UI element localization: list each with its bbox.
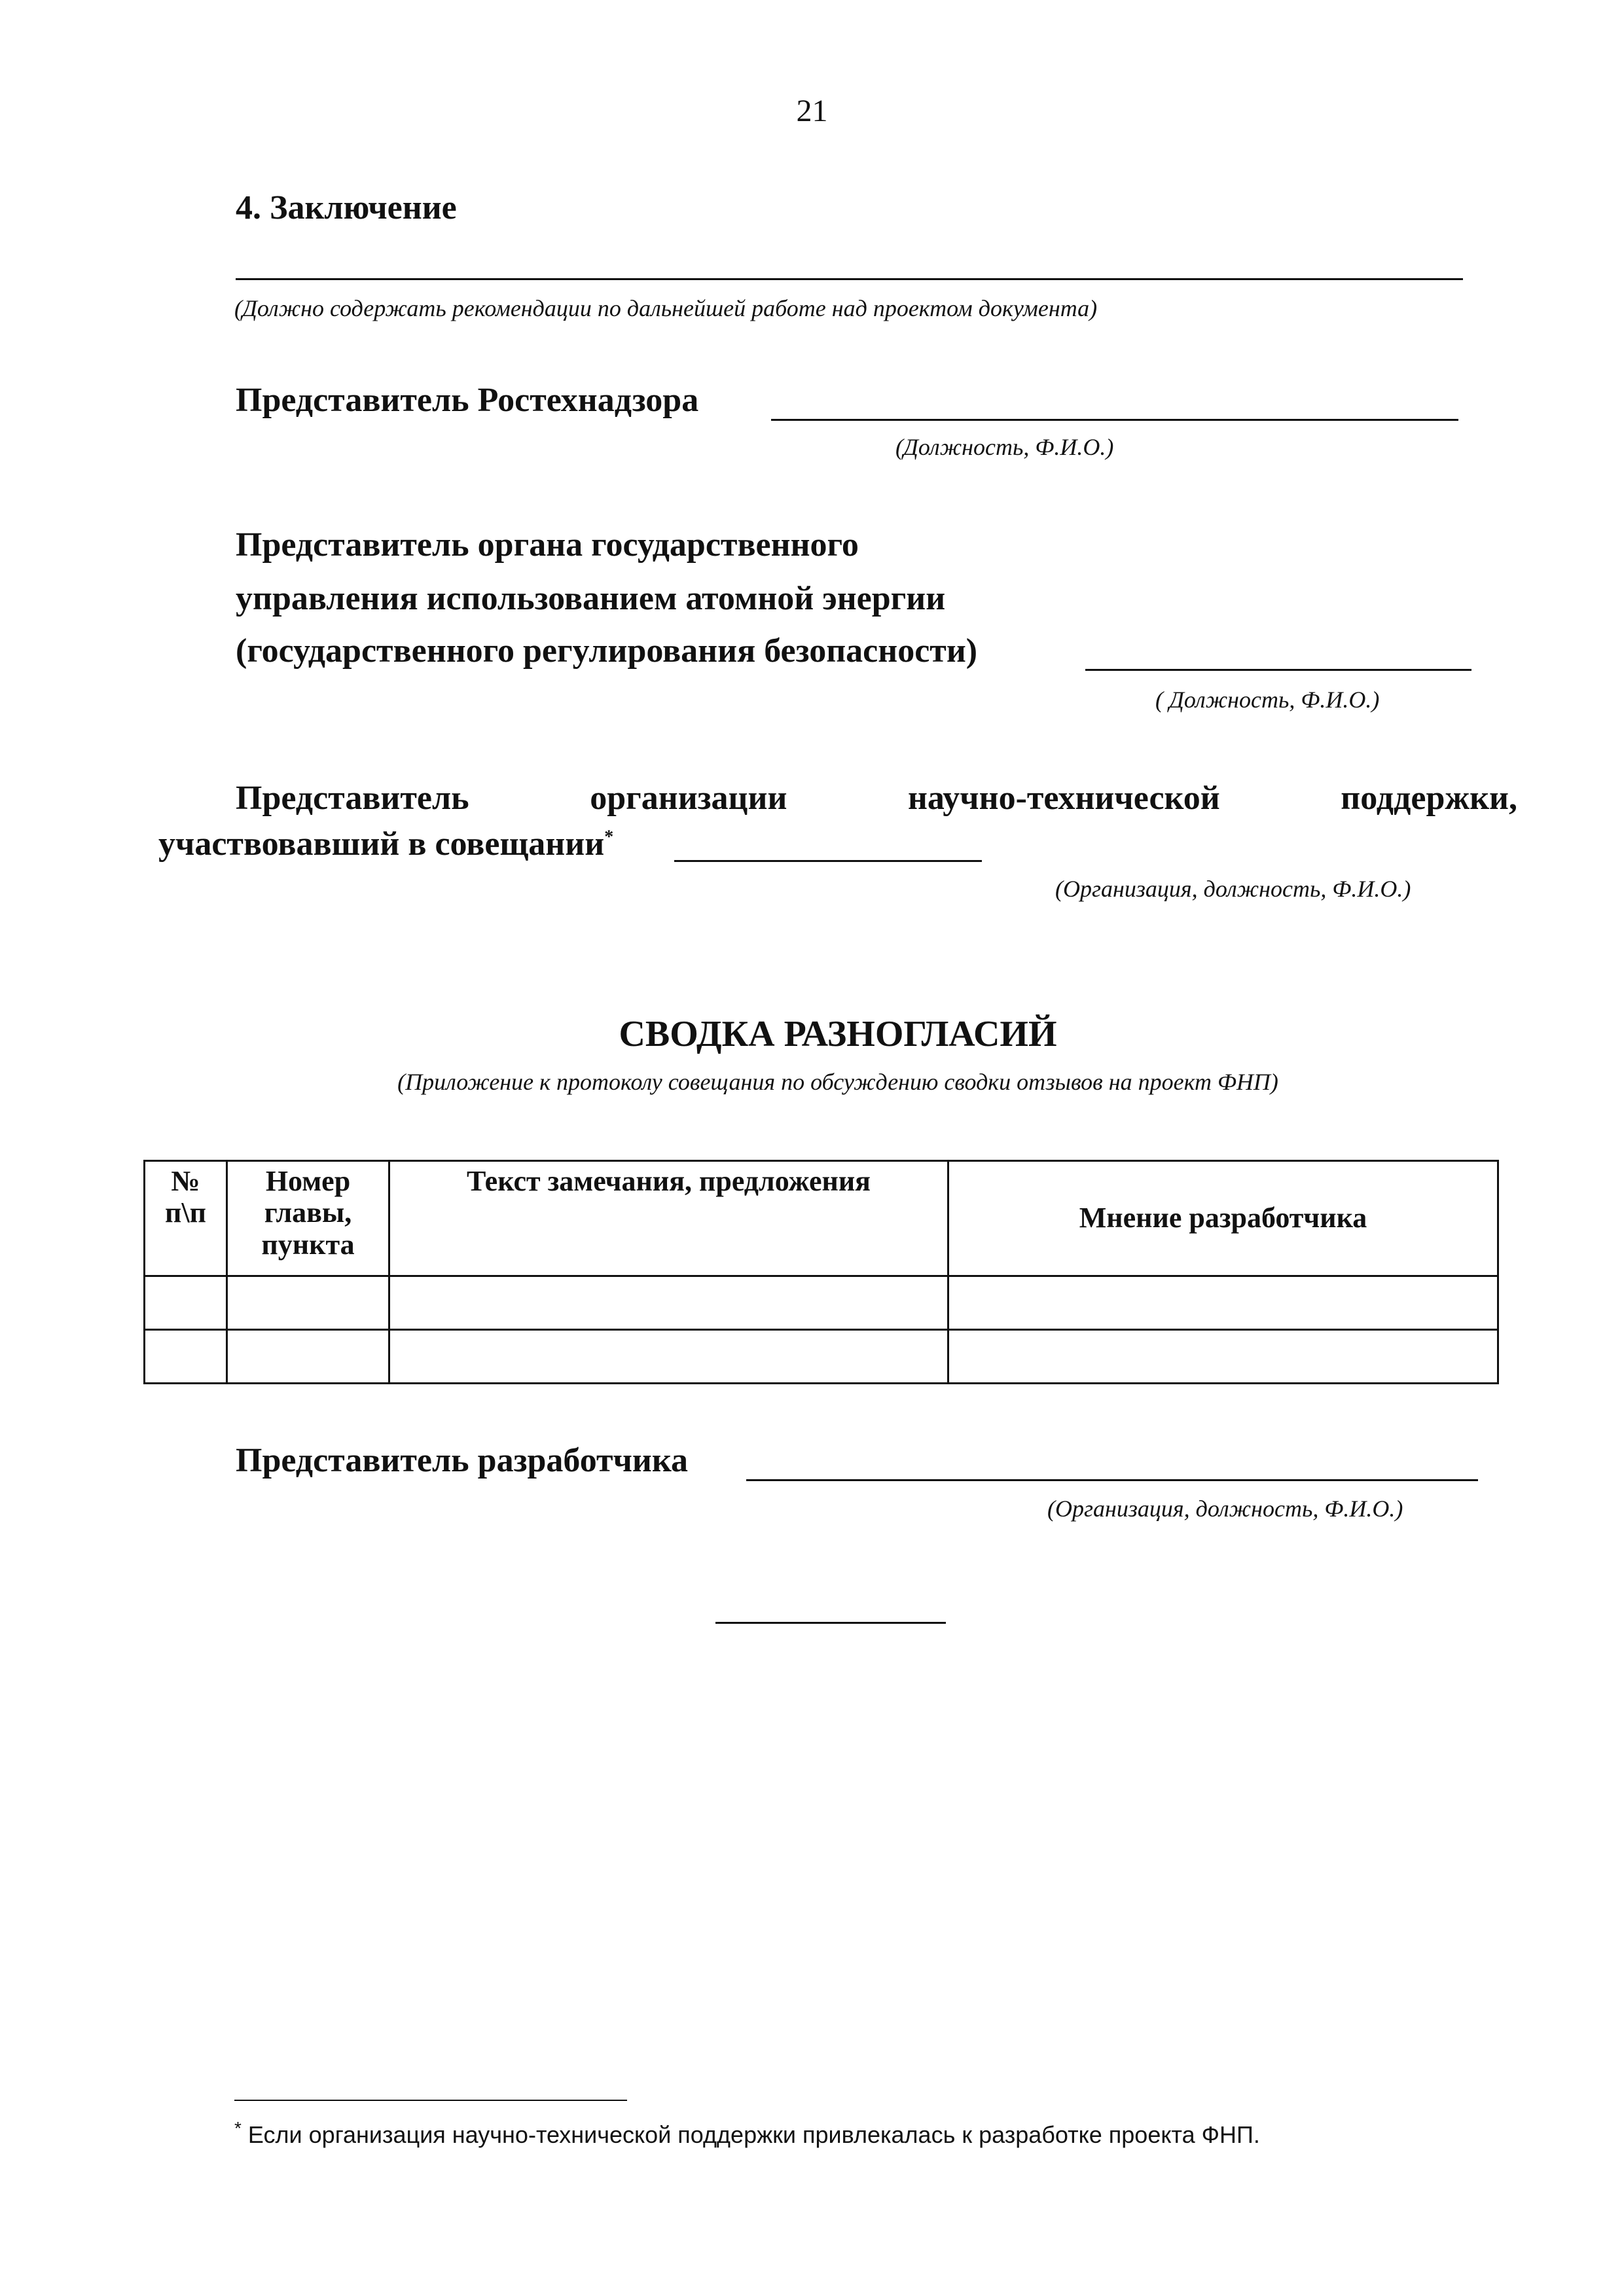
- disagreements-table: [143, 1160, 1499, 1384]
- footnote: [234, 2118, 1260, 2149]
- support-org-line-1: [236, 779, 1517, 817]
- developer-signature-line: [746, 1479, 1478, 1481]
- support-org-signature-line: [674, 860, 982, 862]
- rostekhnadzor-signature-line: [771, 419, 1458, 421]
- state-authority-signature-line: [1085, 669, 1471, 671]
- col-header-number-line-1: №: [171, 1165, 200, 1197]
- table-row: [145, 1330, 1498, 1384]
- col-header-remark-text: [389, 1161, 948, 1276]
- col-header-chapter-line-3: пункта: [261, 1228, 355, 1261]
- table-cell[interactable]: [145, 1330, 227, 1384]
- table-cell[interactable]: [948, 1276, 1498, 1330]
- col-header-remark-text-line-1: Текст замечания, предложения: [467, 1165, 871, 1197]
- developer-hint: (Организация, должность, Ф.И.О.): [1047, 1496, 1403, 1522]
- col-header-chapter-line-1: Номер: [265, 1165, 351, 1197]
- col-header-number-line-2: п\п: [165, 1196, 206, 1229]
- conclusion-hint: (Должно содержать рекомендации по дальнейшей работе над проектом документа): [234, 295, 1098, 321]
- support-org-word-1: Представитель: [236, 780, 469, 817]
- support-org-hint: (Организация, должность, Ф.И.О.): [1055, 876, 1411, 902]
- end-divider: [715, 1622, 946, 1624]
- footnote-mark: *: [234, 2118, 242, 2138]
- table-cell[interactable]: [227, 1330, 389, 1384]
- section-title: 4. Заключение: [236, 189, 457, 226]
- support-org-word-3: научно-технической: [907, 780, 1220, 817]
- page-number: 21: [796, 94, 828, 128]
- table-cell[interactable]: [389, 1276, 948, 1330]
- support-org-line-2: [158, 825, 613, 863]
- table-cell[interactable]: [389, 1330, 948, 1384]
- rostekhnadzor-hint: (Должность, Ф.И.О.): [895, 434, 1114, 460]
- summary-title: СВОДКА РАЗНОГЛАСИЙ: [619, 1014, 1057, 1054]
- col-header-developer-opinion: [948, 1161, 1498, 1276]
- table-cell[interactable]: [227, 1276, 389, 1330]
- table-row: [145, 1276, 1498, 1330]
- footnote-text: Если организация научно-технической поддержки привлекалась к разработке проекта ФНП.: [247, 2121, 1260, 2148]
- rostekhnadzor-label: Представитель Ростехнадзора: [236, 382, 699, 419]
- state-authority-line-2: управления использованием атомной энергии: [236, 580, 946, 617]
- summary-subtitle: (Приложение к протоколу совещания по обсуждению сводки отзывов на проект ФНП): [397, 1069, 1278, 1095]
- col-header-chapter: [227, 1161, 389, 1276]
- footnote-reference: *: [604, 827, 614, 848]
- support-org-word-2: организации: [590, 780, 787, 817]
- developer-label: Представитель разработчика: [236, 1442, 689, 1479]
- state-authority-line-1: Представитель органа государственного: [236, 526, 859, 564]
- support-org-line-2-text: участвовавший в совещании: [158, 825, 605, 863]
- table-cell[interactable]: [145, 1276, 227, 1330]
- table-cell[interactable]: [948, 1330, 1498, 1384]
- state-authority-line-3: (государственного регулирования безопасности): [236, 632, 978, 670]
- state-authority-hint: ( Должность, Ф.И.О.): [1155, 687, 1380, 713]
- table-header-row: [145, 1161, 1498, 1276]
- footnote-separator: [234, 2100, 627, 2101]
- conclusion-input-line: [236, 278, 1463, 280]
- col-header-chapter-line-2: главы,: [264, 1196, 352, 1229]
- col-header-number: [145, 1161, 227, 1276]
- col-header-developer-opinion-line-1: Мнение разработчика: [1079, 1202, 1367, 1234]
- support-org-word-4: поддержки,: [1341, 780, 1517, 817]
